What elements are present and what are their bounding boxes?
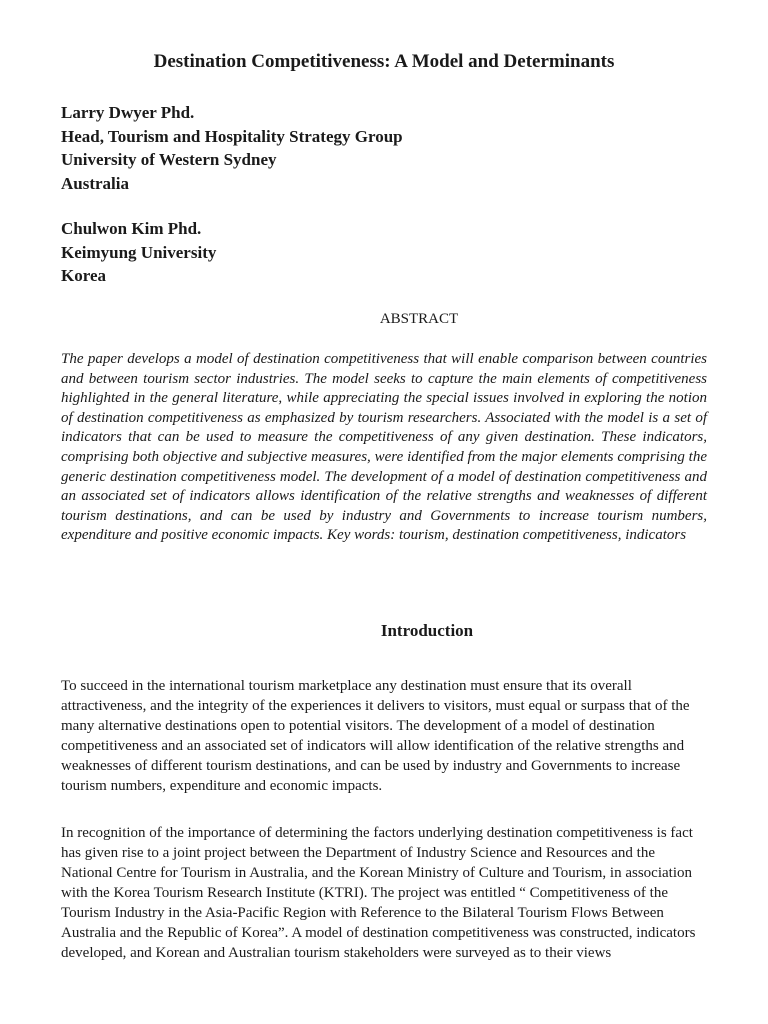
- author-name: Larry Dwyer Phd.: [61, 103, 195, 122]
- author-block-2: [61, 217, 216, 288]
- abstract-text: The paper develops a model of destination competitiveness that will enable comparison between countries and between tourism sector industries. The model seeks to capture the main elements of competitiveness highlighted in the general literature, while appreciating the special issues involved in exploring the notion of destination competitiveness as emphasized by tourism researchers. Associated with the model is a set of indicators that can be used to measure the competitiveness of any given destination. These indicators, comprising both objective and subjective measures, were identified from the major elements comprising the generic destination competitiveness model. The development of a model of destination competitiveness and an associated set of indicators allows identification of the relative strengths and weaknesses of different tourism destinations, and can be used by industry and Governments to increase tourism numbers, expenditure and positive economic impacts. Key words: tourism, destination competitiveness, indicators: [61, 351, 707, 544]
- author-country: Korea: [61, 266, 107, 285]
- body-paragraph: In recognition of the importance of determining the factors underlying destination competitiveness is fact has given rise to a joint project between the Department of Industry Science and Resources and the National Centre for Tourism in Australia, and the Korean Ministry of Culture and Tourism, in association with the Korea Tourism Research Institute (KTRI). The project was entitled “ Competitiveness of the Tourism Industry in the Asia-Pacific Region with Reference to the Bilateral Tourism Flows Between Australia and the Republic of Korea”. A model of destination competitiveness was constructed, indicators developed, and Korean and Australian tourism stakeholders were surveyed as to their views: [61, 825, 696, 961]
- author-country: Australia: [61, 173, 129, 193]
- body-paragraph: To succeed in the international tourism marketplace any destination must ensure that its overall attractiveness, and the integrity of the experiences it delivers to visitors, must equal or surpass that of the many alternative destinations open to potential visitors. The development of a model of destination competitiveness and an associated set of indicators will allow identification of the relative strengths and weaknesses of different tourism destinations, and can be used by industry and Governments to increase tourism numbers, expenditure and economic impacts.: [61, 678, 690, 794]
- author-position: Head, Tourism and Hospitality Strategy Group: [61, 126, 403, 146]
- paper-title: Destination Competitiveness: A Model and Determinants: [153, 51, 615, 72]
- author-affiliation: University of Western Sydney: [61, 150, 277, 169]
- author-block-1: [61, 101, 403, 195]
- author-name: Chulwon Kim Phd.: [61, 219, 202, 238]
- section-heading-introduction: Introduction: [380, 621, 474, 640]
- author-affiliation: Keimyung University: [61, 242, 217, 262]
- abstract-heading: ABSTRACT: [379, 311, 459, 327]
